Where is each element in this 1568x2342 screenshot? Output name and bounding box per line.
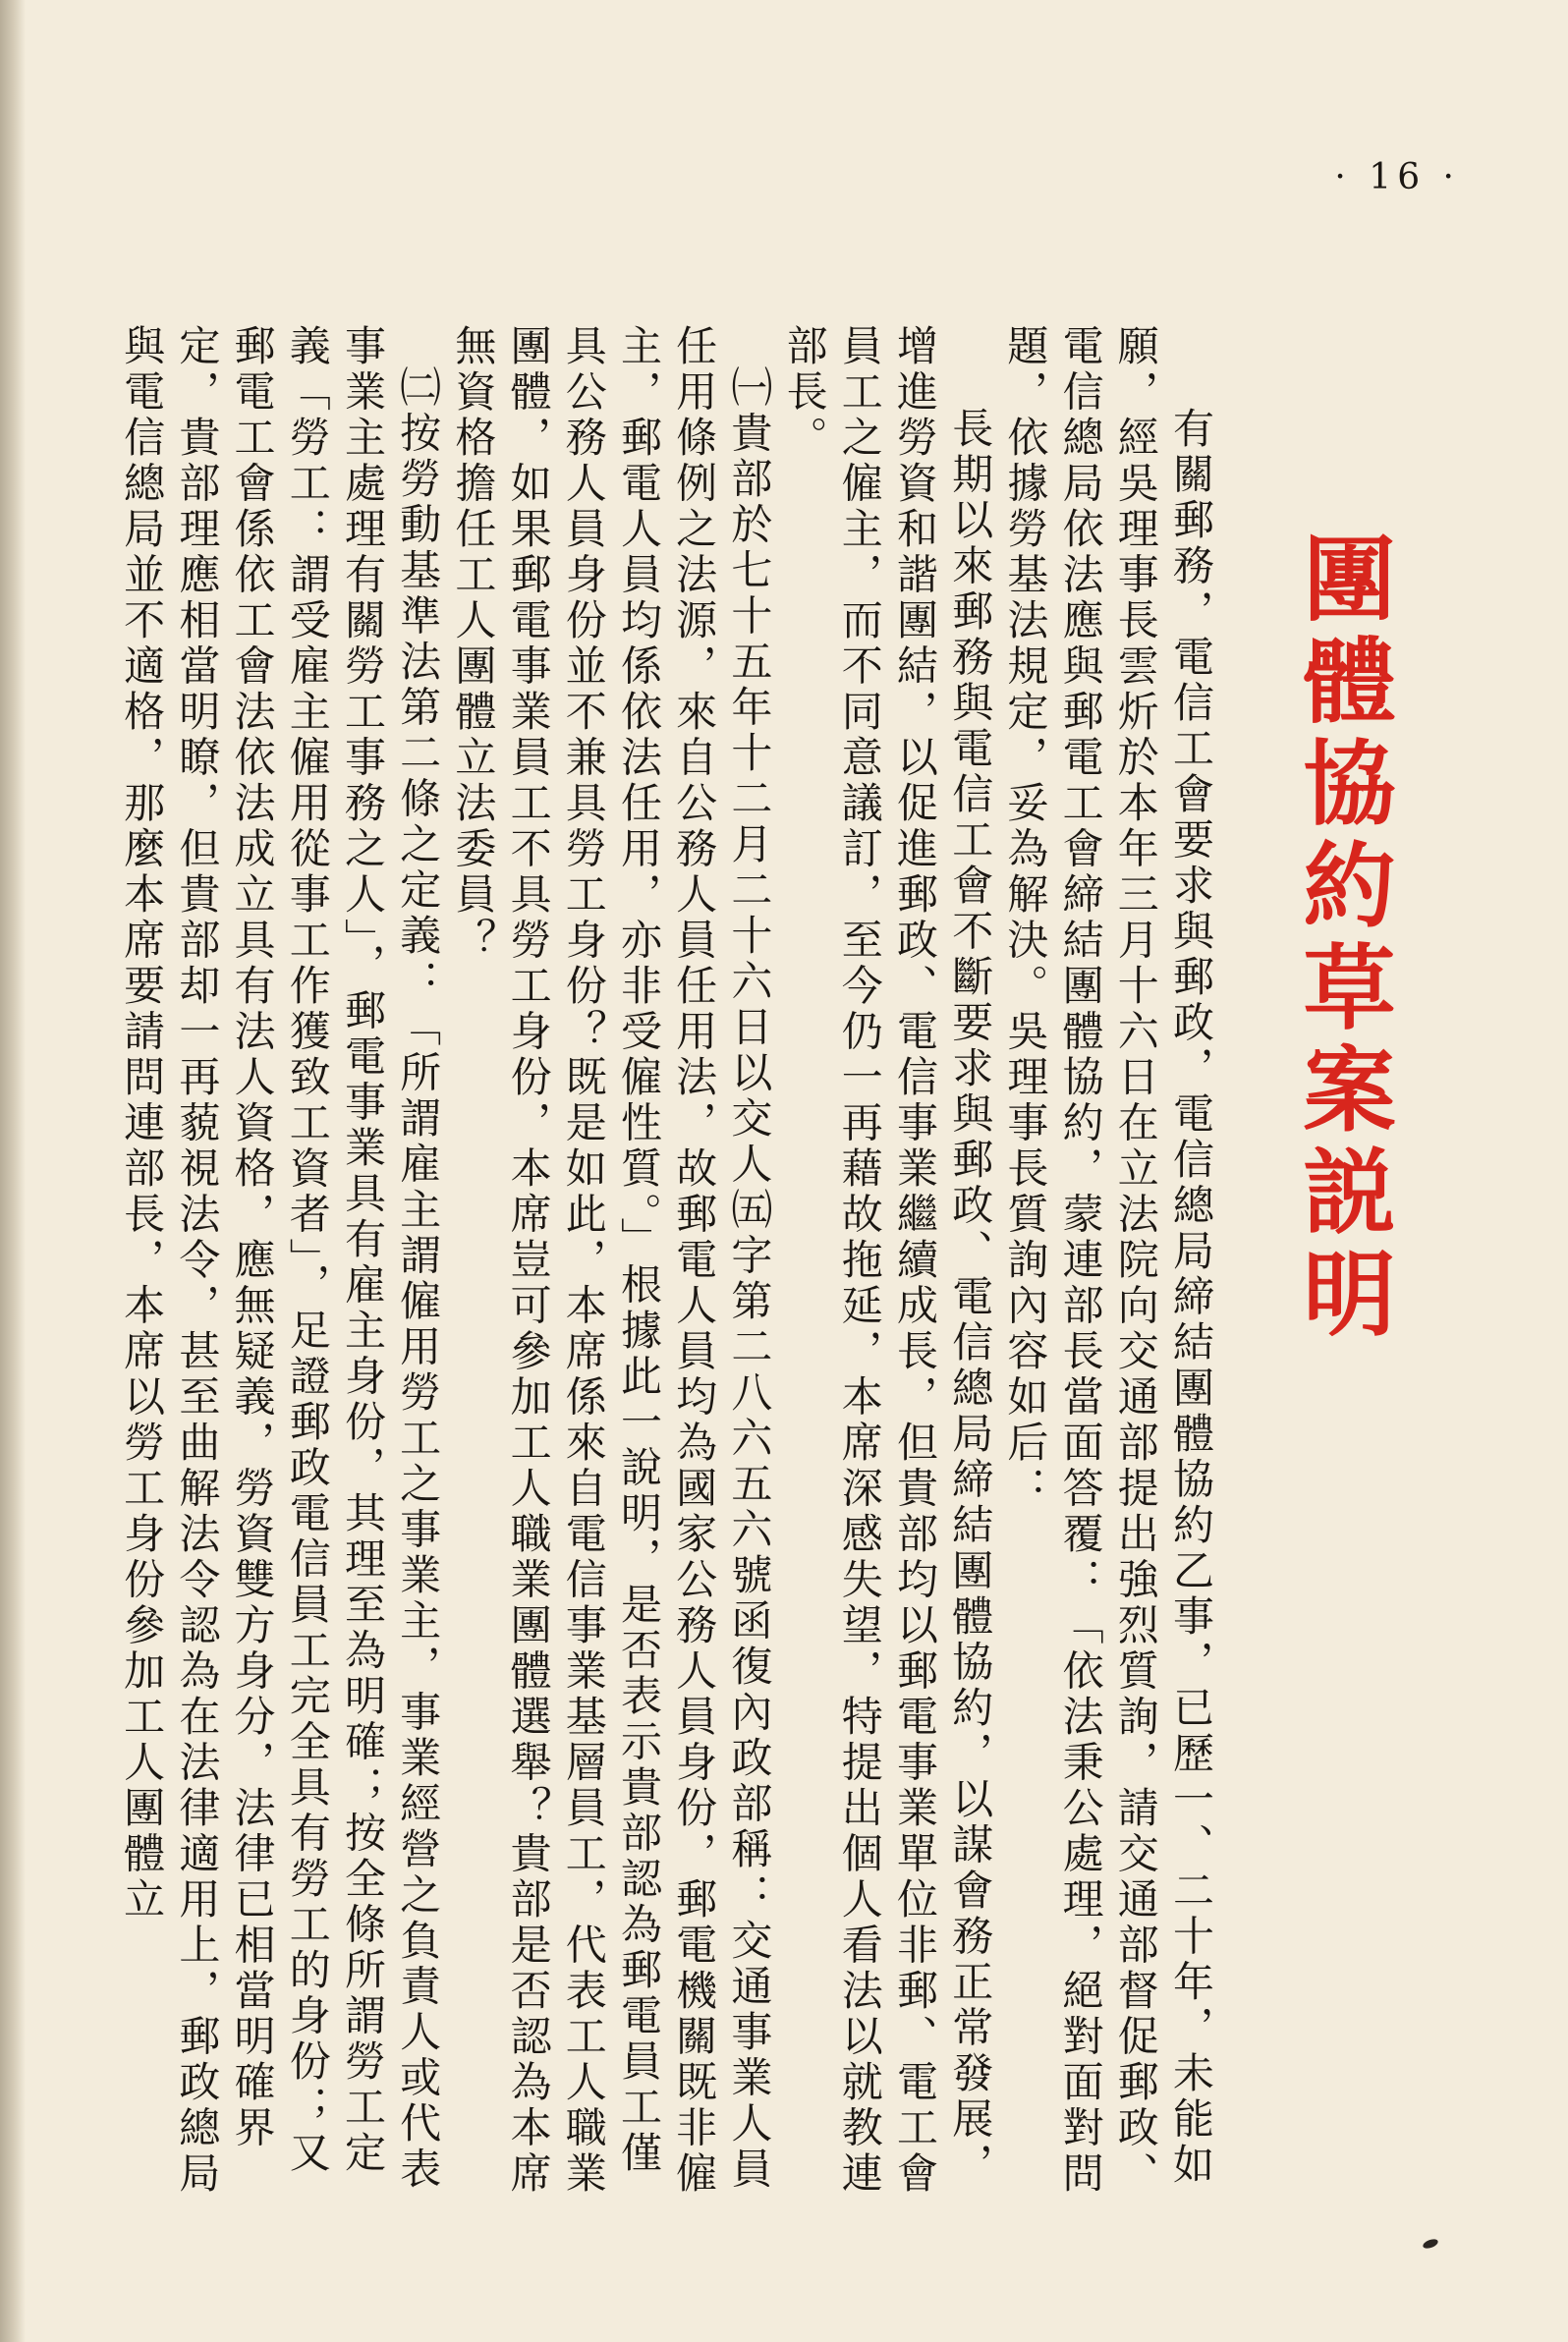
paragraph-point-one: ㈠貴部於七十五年十二月二十六日以交人㈤字第二八六五六號函復內政部稱：交通事業人員任用條例之法源，來自公務人員任用法，故郵電人員均為國家公務人員身份，郵電機關既非僱主，郵電人員均係依法任用，亦非受僱性質。」根據此一說明，是否表示貴部認為郵電員工僅具公務人員身份並不兼具勞工身份？既是如此，本席係來自電信事業基層員工，代表工人職業團體，如果郵電事業員工不具勞工身份，本席豈可參加工人職業團體選舉？貴部是否認為本席無資格擔任工人團體立法委員？ [449,324,774,2198]
book-spine-shadow [0,0,26,2342]
paragraph-intro: 有關郵務，電信工會要求與郵政，電信總局締結團體協約乙事，已歷一、二十年，未能如願，經吳理事長雲炘於本年三月十六日在立法院向交通部提出強烈質詢，請交通部督促郵政、電信總局依法應與郵電工會締結團體協約，蒙連部長當面答覆：「依法秉公處理，絕對面對問題，依據勞基法規定，妥為解決。吳理事長質詢內容如后： [1001,324,1215,2198]
ink-spot [1422,2238,1439,2251]
paragraph-point-two: ㈡按勞動基準法第二條之定義：「所謂雇主謂僱用勞工之事業主，事業經營之負責人或代表事業主處理有關勞工事務之人」，郵電事業具有雇主身份，其理至為明確；按全條所謂勞工定義「勞工：謂受雇主僱用從事工作獲致工資者」，足證郵政電信員工完全具有勞工的身份；又郵電工會係依工會法依法成立具有法人資格，應無疑義，勞資雙方身分，法律已相當明確界定，貴部理應相當明瞭，但貴部却一再藐視法令，甚至曲解法令認為在法律適用上，郵政總局與電信總局並不適格，那麼本席要請問連部長，本席以勞工身份參加工人團體立 [118,324,443,2198]
body-text [29,324,1218,2220]
page-number: · 16 · [1334,157,1460,197]
section-title: 團體協約草案説明 [1287,530,1395,1348]
paragraph-background: 長期以來郵務與電信工會不斷要求與郵政、電信總局締結團體協約，以謀會務正常發展，增進勞資和諧團結，以促進郵政、電信事業繼續成長，但貴部均以郵電事業單位非郵、電工會員工之僱主，而不同意議訂，至今仍一再藉故拖延，本席深感失望，特提出個人看法以就教連部長。 [780,324,995,2198]
